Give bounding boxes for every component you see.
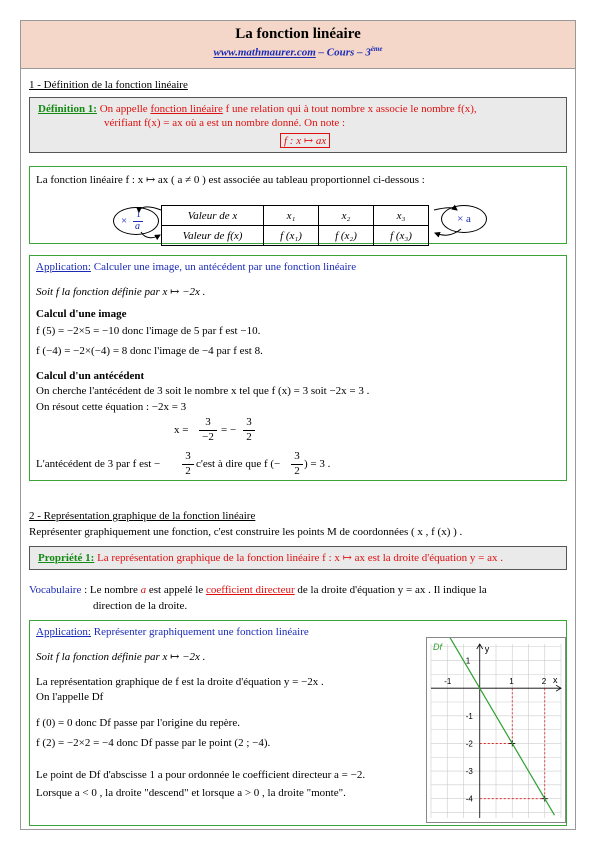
course-page [20, 20, 576, 830]
property-box [29, 546, 567, 570]
x-tick-label: 1 [509, 677, 514, 687]
app2-line5: Le point de Df d'abscisse 1 a pour ordonnée le coefficient directeur a = −2. [36, 769, 366, 781]
multiply-a-ellipse: × a [441, 205, 487, 233]
arrow-from-right-ellipse [435, 229, 461, 235]
property-text: La représentation graphique de la fonction linéaire f : x ↦ ax est la droite d'équation y = ax . [94, 552, 503, 564]
graph-frame [426, 637, 566, 823]
heading-image: Calcul d'une image [36, 308, 127, 320]
table-cell: f (x₁) [264, 226, 319, 246]
application1-label: Application: [36, 261, 91, 273]
application2-label: Application: [36, 626, 91, 638]
x-axis-label: x [553, 675, 558, 686]
section2-title: 2 - Représentation graphique de la fonction linéaire [29, 510, 256, 522]
app2-line4: f (2) = −2×2 = −4 donc Df passe par le point (2 ; −4). [36, 737, 271, 749]
app2-intro: Soit f la fonction définie par x ↦ −2x . [36, 651, 206, 663]
image-line1: f (5) = −2×5 = −10 donc l'image de 5 par f est −10. [36, 325, 261, 337]
table-arrows [21, 21, 577, 261]
page-title: La fonction linéaire [235, 26, 361, 42]
application1-title: Calculer une image, un antécédent par une fonction linéaire [91, 261, 357, 273]
arrow-to-right-ellipse [434, 208, 457, 210]
table-cell: f (x₃) [374, 226, 429, 246]
application2-title: Représenter graphiquement une fonction linéaire [91, 626, 309, 638]
image-line2: f (−4) = −2×(−4) = 8 donc l'image de −4 par f est 8. [36, 345, 263, 357]
arrow-from-left-ellipse [141, 232, 160, 238]
definition-term: fonction linéaire [150, 103, 223, 115]
property-label: Propriété 1: [38, 552, 95, 564]
y-tick-label: 1 [465, 656, 471, 666]
table-cell: Valeur de x [162, 206, 264, 226]
heading-antecedent: Calcul d'un antécédent [36, 370, 145, 382]
app2-line1: La représentation graphique de f est la droite d'équation y = −2x . [36, 676, 324, 688]
table-cell: x₃ [374, 206, 429, 226]
app2-line6: Lorsque a < 0 , la droite "descend" et lorsque a > 0 , la droite "monte". [36, 787, 346, 799]
y-axis-label: y [484, 644, 490, 654]
table-cell: x₂ [319, 206, 374, 226]
y-tick-label: -1 [465, 711, 473, 721]
table-cell: Valeur de f(x) [162, 226, 264, 246]
ante-line2: On résout cette équation : −2x = 3 [36, 401, 187, 413]
series-label-df: Df [433, 642, 442, 652]
application2-box [29, 620, 567, 826]
page-subtitle: www.mathmaurer.com – Cours – 3ème [213, 45, 383, 59]
vocabulary-label: Vocabulaire [29, 584, 82, 596]
section1-title: 1 - Définition de la fonction linéaire [29, 79, 188, 91]
definition-line2: vérifiant f(x) = ax où a est un nombre donné. On note : [104, 117, 346, 129]
ante-conclusion: L'antécédent de 3 par f est − 3 2 c'est à dire que f (− 3 2 ) = 3 . [36, 450, 331, 477]
table-cell: f (x₂) [319, 226, 374, 246]
app2-line3: f (0) = 0 donc Df passe par l'origine du repère. [36, 717, 240, 729]
y-tick-label: -4 [465, 794, 473, 804]
site-link[interactable]: www.mathmaurer.com [213, 46, 316, 59]
ante-line1: On cherche l'antécédent de 3 soit le nombre x tel que f (x) = 3 soit −2x = 3 . [36, 385, 370, 397]
app1-intro: Soit f la fonction définie par x ↦ −2x . [36, 286, 206, 298]
definition-formula: f : x ↦ ax [280, 133, 330, 148]
linear-function-graph [427, 638, 565, 822]
multiply-inverse-ellipse: × 1 a [113, 207, 159, 235]
section2-intro: Représenter graphiquement une fonction, c'est construire les points M de coordonnées ( x , f (x) ) . [29, 526, 463, 538]
vocabulary-line2: direction de la droite. [93, 600, 188, 612]
app2-line2: On l'appelle Df [36, 691, 104, 703]
vocabulary-line1: Vocabulaire : Le nombre a est appelé le coefficient directeur de la droite d'équation y = ax . Il indique la [29, 584, 487, 596]
series-line-df [434, 638, 554, 815]
y-tick-label: -2 [465, 739, 473, 749]
association-text: La fonction linéaire f : x ↦ ax ( a ≠ 0 ) est associée au tableau proportionnel ci-dessous : [36, 174, 425, 186]
vocabulary-term: coefficient directeur [205, 584, 295, 596]
x-tick-label: 2 [541, 677, 547, 687]
definition-label: Définition 1: [38, 103, 97, 115]
x-tick-label: -1 [444, 677, 452, 687]
table-cell: x₁ [264, 206, 319, 226]
definition-box: Définition 1: On appelle fonction linéaire f une relation qui à tout nombre x associe le nombre f(x), vérifiant f(x) = ax où a est un nombre donné. On note : f : x ↦ ax [29, 97, 567, 153]
arrow-to-left-ellipse [139, 207, 161, 212]
application1-box: Application: Calculer une image, un antécédent par une fonction linéaire Soit f la fonction définie par x ↦ −2x . Calcul d'une image f (5) = −2×5 = −10 donc l'image de 5 par f est −10. f (−4) = −2×(−4) = 8 donc l'image de −4 par f est 8. Calcul d'un antécédent On cherche l'antécédent de 3 soit le nombre x tel que f (x) = 3 soit −2x = 3 . On résout cette équation : −2x = 3 x = 3 −2 = − 3 2 L'antécédent de 3 par f est − 3 2 c'est à dire que f (− 3 2 ) = 3 . [29, 255, 567, 481]
y-tick-label: -3 [465, 767, 473, 777]
